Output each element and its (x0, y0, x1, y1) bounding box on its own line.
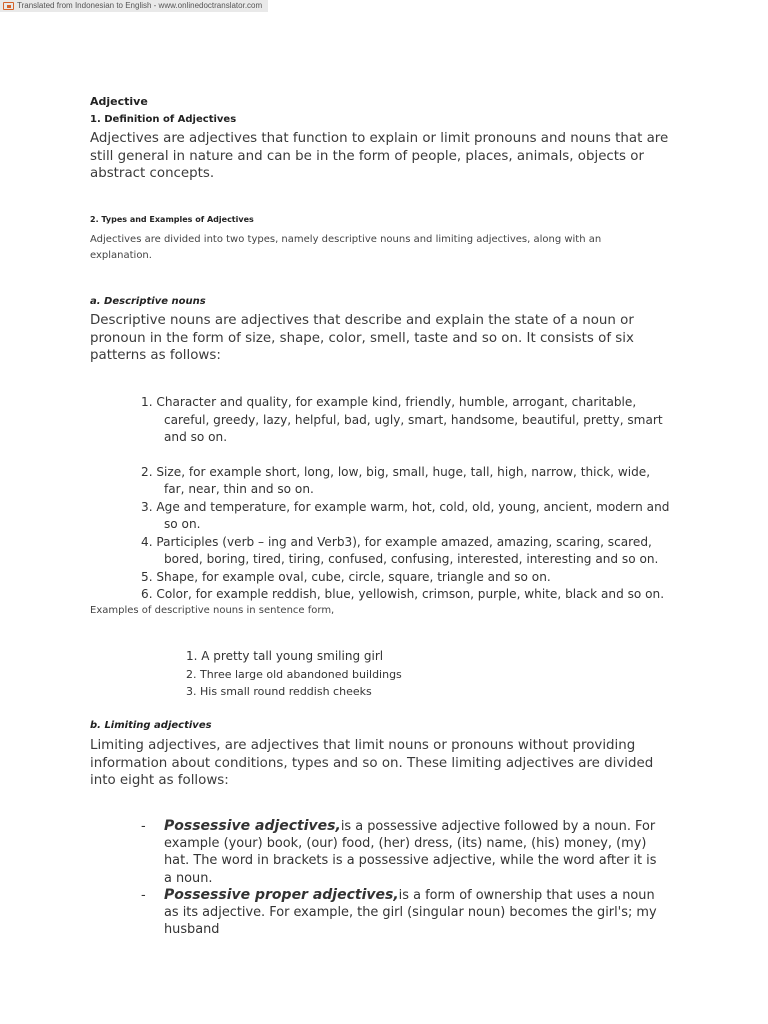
dash-bullet: - (141, 819, 146, 834)
examples-intro: Examples of descriptive nouns in sentence form, (90, 605, 335, 616)
section2-heading: 2. Types and Examples of Adjectives (90, 215, 254, 224)
term-definition: is a form of ownership that uses a noun as its adjective. For example, the girl (singular noun) becomes the girl's; my husband (164, 887, 657, 938)
examples-list (186, 648, 402, 701)
descriptive-patterns-list (141, 394, 671, 604)
list-item: 3. Age and temperature, for example warm, hot, cold, old, young, ancient, modern and so on. (141, 499, 670, 531)
sub-b-heading: b. Limiting adjectives (90, 720, 212, 731)
list-item: 1. A pretty tall young smiling girl (186, 649, 384, 663)
limiting-adjectives-list (141, 818, 661, 938)
sub-b-text: Limiting adjectives, are adjectives that limit nouns or pronouns without providing information about conditions, types and so on. These limiting adjectives are divided into eight as follows: (90, 738, 654, 788)
list-item: 3. His small round reddish cheeks (186, 685, 372, 698)
dash-bullet: - (141, 887, 146, 903)
section2-text: Adjectives are divided into two types, namely descriptive nouns and limiting adjectives, along with an explanation. (90, 234, 602, 261)
list-item: 1. Character and quality, for example kind, friendly, humble, arrogant, charitable, careful, greedy, lazy, helpful, bad, ugly, smart, handsome, beautiful, pretty, smart and so on. (141, 395, 663, 444)
term: Possessive adjectives, (164, 818, 341, 834)
section1-text: Adjectives are adjectives that function to explain or limit pronouns and nouns that are still general in nature and can be in the form of people, places, animals, objects or abstract concepts. (90, 131, 669, 181)
list-item (141, 887, 661, 939)
term-definition: is a possessive adjective followed by a noun. For example (your) book, (our) food, (her) dress, (its) name, (his) money, (my) hat. The word in brackets is a possessive adjective, while the word after it is a noun. (164, 819, 657, 886)
translation-banner (0, 0, 268, 12)
list-item: 6. Color, for example reddish, blue, yellowish, crimson, purple, white, black and so on. (141, 587, 665, 601)
sub-a-heading: a. Descriptive nouns (90, 296, 206, 307)
banner-text: Translated from Indonesian to English - www.onlinedoctranslator.com (17, 1, 263, 10)
translator-logo-icon (3, 2, 14, 10)
term: Possessive proper adjectives, (164, 886, 399, 903)
sub-a-text: Descriptive nouns are adjectives that describe and explain the state of a noun or pronoun in the form of size, shape, color, smell, taste and so on. It consists of six patterns as follows: (90, 313, 634, 363)
list-item: 2. Size, for example short, long, low, big, small, huge, tall, high, narrow, thick, wide, far, near, thin and so on. (141, 464, 651, 496)
list-item: 2. Three large old abandoned buildings (186, 667, 402, 681)
section1-heading: 1. Definition of Adjectives (90, 114, 237, 125)
list-item (141, 818, 661, 887)
list-item: 5. Shape, for example oval, cube, circle, square, triangle and so on. (141, 569, 551, 584)
doc-title: Adjective (90, 95, 148, 108)
list-item: 4. Participles (verb – ing and Verb3), for example amazed, amazing, scaring, scared, bored, boring, tired, tiring, confused, confusing, interested, interesting and so on. (141, 534, 659, 566)
